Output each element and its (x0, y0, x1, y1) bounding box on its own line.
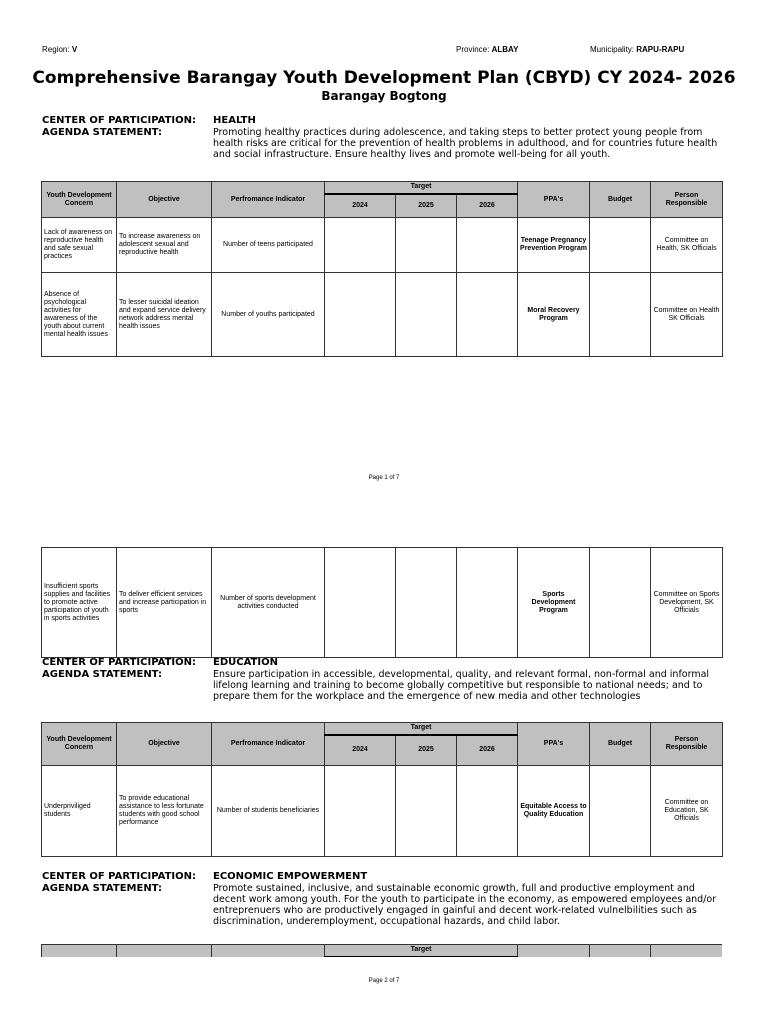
person-cell: Committee on Health, SK Officials (651, 218, 723, 273)
header-objective: Objective (117, 182, 212, 218)
table-row (42, 548, 723, 658)
header-indicator: Perfromance Indicator (212, 723, 325, 766)
header-2025: 2025 (396, 194, 457, 218)
person-cell: Committee on Education, SK Officials (651, 766, 723, 857)
economic-table (41, 944, 722, 957)
header-2024 (325, 957, 396, 958)
header-concern (42, 945, 117, 958)
health-table (41, 181, 723, 357)
header-2024: 2024 (325, 194, 396, 218)
municipality-label: Municipality: (590, 45, 635, 54)
education-agenda-label: AGENDA STATEMENT: (42, 669, 162, 680)
region-value: V (71, 45, 78, 54)
target-2025-cell (396, 548, 457, 658)
economic-center-value: ECONOMIC EMPOWERMENT (213, 871, 368, 882)
municipality-value: RAPU-RAPU (636, 45, 685, 54)
sports-table (41, 547, 723, 658)
indicator-cell: Number of sports development activities conducted (212, 548, 325, 658)
indicator-cell: Number of teens participated (212, 218, 325, 273)
budget-cell (590, 548, 651, 658)
target-2026-cell (457, 548, 518, 658)
education-agenda-text: Ensure participation in accessible, developmental, quality, and relevant formal, non-formal and informal lifelong learning and training to become globally competitive but responsible to national needs; and to prepare them for the workplace and the emergence of new media and other technologies (213, 669, 710, 702)
concern-cell: Lack of awareness on reproductive health and safe sexual practices (42, 218, 117, 273)
concern-cell: Underpriviliged students (42, 766, 117, 857)
header-2024: 2024 (325, 735, 396, 766)
header-2025 (396, 957, 457, 958)
page-subtitle: Barangay Bogtong (321, 89, 447, 103)
header-target: Target (325, 182, 518, 194)
target-2025-cell (396, 273, 457, 357)
header-concern: Youth Development Concern (42, 182, 117, 218)
budget-cell (590, 218, 651, 273)
page-title: Comprehensive Barangay Youth Development Plan (CBYD) CY 2024- 2026 (32, 68, 736, 88)
header-person (651, 945, 723, 958)
header-ppas: PPA's (518, 182, 590, 218)
header-budget: Budget (590, 723, 651, 766)
economic-center-label: CENTER OF PARTICIPATION: (42, 871, 196, 882)
education-center-label: CENTER OF PARTICIPATION: (42, 657, 196, 668)
header-budget (590, 945, 651, 958)
header-person: Person Responsible (651, 723, 723, 766)
region-label: Region: (42, 45, 70, 54)
concern-cell: Absence of psychological activities for awareness of the youth about current mental health issues (42, 273, 117, 357)
objective-cell: To provide educational assistance to less fortunate students with good school performance (117, 766, 212, 857)
target-2024-cell (325, 548, 396, 658)
page-footer: Page 2 of 7 (368, 978, 400, 984)
header-2026 (457, 957, 518, 958)
header-person: Person Responsible (651, 182, 723, 218)
ppa-cell: Teenage Pregnancy Prevention Program (518, 218, 590, 273)
target-2024-cell (325, 766, 396, 857)
header-ppas (518, 945, 590, 958)
ppa-cell: Sports Development Program (518, 548, 590, 658)
table-row (42, 766, 723, 857)
target-2025-cell (396, 218, 457, 273)
objective-cell: To lesser suicidal ideation and expand service delivery network address mental health issues (117, 273, 212, 357)
indicator-cell: Number of youths participated (212, 273, 325, 357)
ppa-cell: Moral Recovery Program (518, 273, 590, 357)
target-2024-cell (325, 273, 396, 357)
header-concern: Youth Development Concern (42, 723, 117, 766)
header-indicator: Perfromance Indicator (212, 182, 325, 218)
header-target: Target (325, 945, 518, 957)
target-2026-cell (457, 273, 518, 357)
region-field (42, 45, 77, 54)
economic-agenda-label: AGENDA STATEMENT: (42, 883, 162, 894)
ppa-cell: Equitable Access to Quality Education (518, 766, 590, 857)
header-budget: Budget (590, 182, 651, 218)
municipality-field (590, 45, 684, 54)
indicator-cell: Number of students beneficiaries (212, 766, 325, 857)
health-center-label: CENTER OF PARTICIPATION: (42, 115, 196, 126)
header-ppas: PPA's (518, 723, 590, 766)
province-value: ALBAY (491, 45, 519, 54)
province-field (456, 45, 518, 54)
table-row (42, 218, 723, 273)
health-center-value: HEALTH (213, 115, 256, 126)
economic-table-clip (41, 944, 722, 957)
header-2025: 2025 (396, 735, 457, 766)
economic-agenda-text: Promote sustained, inclusive, and sustainable economic growth, full and productive employment and decent work among youth. For the youth to participate in the economy, as empowered employees and/or entreprenuers who are productively engaged in gainful and decent work-related vulnelbilities such as discrimination, underemployment, occupational hazards, and child labor. (213, 883, 717, 927)
objective-cell: To increase awareness on adolescent sexual and reproductive health (117, 218, 212, 273)
table-row (42, 273, 723, 357)
education-center-value: EDUCATION (213, 657, 278, 668)
target-2024-cell (325, 218, 396, 273)
target-2025-cell (396, 766, 457, 857)
target-2026-cell (457, 766, 518, 857)
budget-cell (590, 766, 651, 857)
header-2026: 2026 (457, 194, 518, 218)
header-2026: 2026 (457, 735, 518, 766)
concern-cell: Insufficient sports supplies and facilities to promote active participation of youth in sports activities (42, 548, 117, 658)
header-objective: Objective (117, 723, 212, 766)
budget-cell (590, 273, 651, 357)
objective-cell: To deliver efficient services and increase participation in sports (117, 548, 212, 658)
page-footer: Page 1 of 7 (368, 475, 400, 481)
health-agenda-text: Promoting healthy practices during adolescence, and taking steps to better protect young people from health risks are critical for the prevention of health problems in adulthood, and for countries future health and social infrastructure. Ensure healthy lives and promote well-being for all youth. (213, 127, 718, 160)
health-agenda-label: AGENDA STATEMENT: (42, 127, 162, 138)
education-table (41, 722, 723, 857)
header-target: Target (325, 723, 518, 735)
target-2026-cell (457, 218, 518, 273)
header-objective (117, 945, 212, 958)
person-cell: Committee on Health SK Officials (651, 273, 723, 357)
province-label: Province: (456, 45, 490, 54)
person-cell: Committee on Sports Development, SK Officials (651, 548, 723, 658)
header-indicator (212, 945, 325, 958)
